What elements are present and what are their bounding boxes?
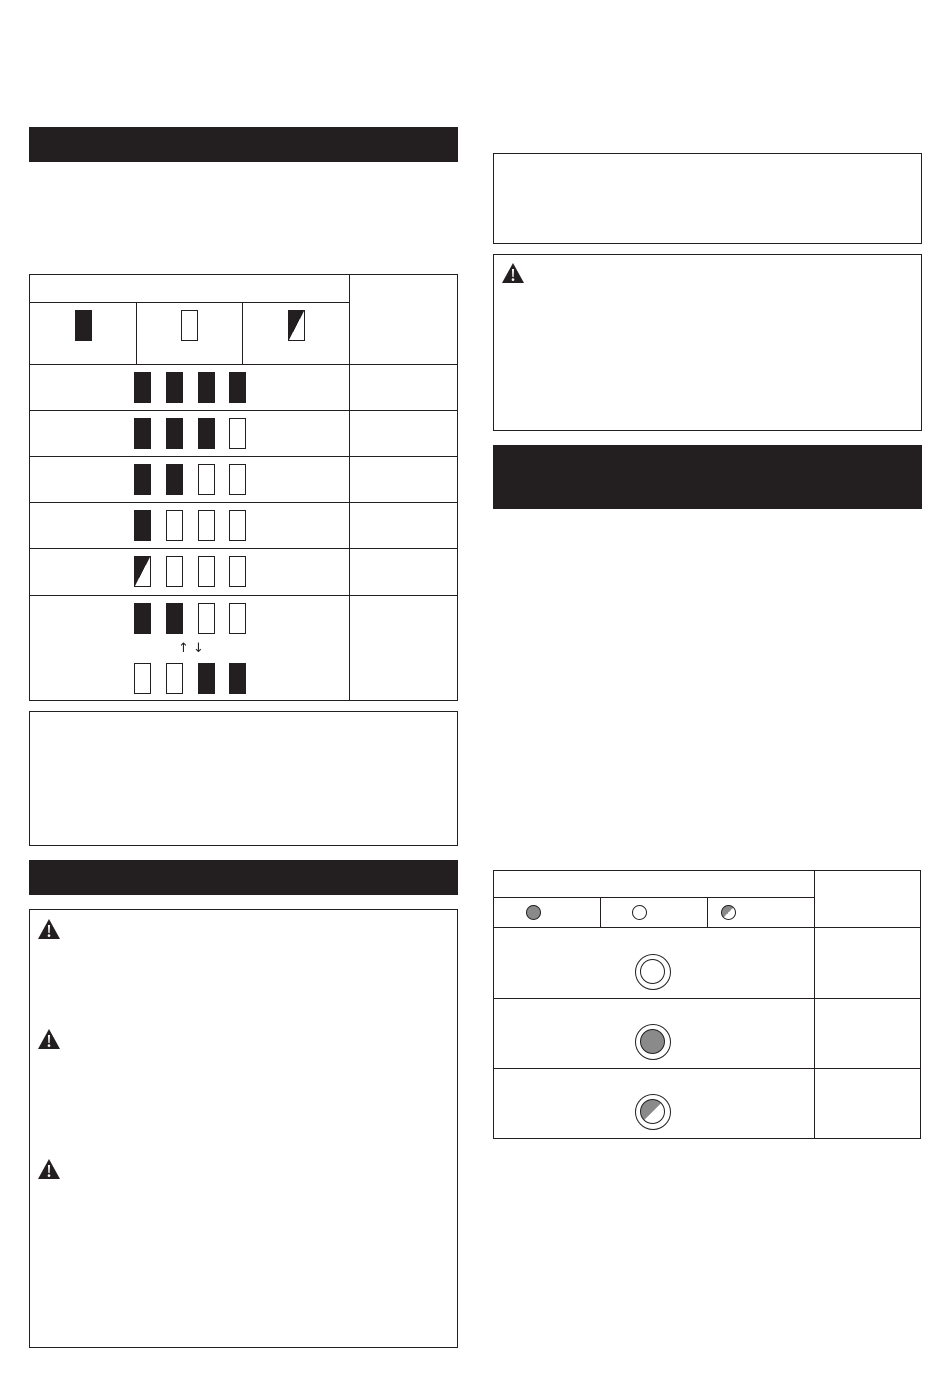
up-down-arrows-icon: ↑ ↓ xyxy=(178,641,204,656)
legend-lamp-lighted-icon xyxy=(526,905,541,920)
legend-lamp-off-icon xyxy=(181,310,198,341)
lamp-off-icon xyxy=(198,464,215,495)
lamp-lighted-icon xyxy=(134,464,151,495)
lamp-lighted-icon xyxy=(134,603,151,634)
lamp-off-icon xyxy=(134,663,151,694)
lamp-off-icon xyxy=(635,954,671,990)
lamp-blinking-icon xyxy=(635,1094,671,1130)
lamp-off-icon xyxy=(229,418,246,449)
lamp-lighted-icon xyxy=(166,464,183,495)
lamp-lighted-icon xyxy=(229,663,246,694)
legend-lamp-blinking-icon xyxy=(288,310,305,341)
warning-triangle-icon xyxy=(37,918,61,940)
section-header-bar-1 xyxy=(29,127,458,162)
lamp-lighted-icon xyxy=(134,510,151,541)
lamp-off-icon xyxy=(198,510,215,541)
lamp-lighted-icon xyxy=(635,1024,671,1060)
battery-capacity-table xyxy=(29,274,458,701)
lamp-lighted-icon xyxy=(198,418,215,449)
note-box xyxy=(29,711,458,846)
notice-box xyxy=(493,153,922,244)
caution-box xyxy=(493,254,922,431)
legend-lamp-blinking-icon xyxy=(721,905,736,920)
section-header-bar-2 xyxy=(29,860,458,895)
lamp-off-icon xyxy=(198,556,215,587)
lamp-off-icon xyxy=(198,603,215,634)
lamp-off-icon xyxy=(166,663,183,694)
legend-lamp-off-icon xyxy=(632,905,647,920)
lamp-lighted-icon xyxy=(134,372,151,403)
lamp-lighted-icon xyxy=(198,663,215,694)
warning-triangle-icon xyxy=(501,262,525,284)
lamp-lighted-icon xyxy=(166,418,183,449)
lamp-off-icon xyxy=(229,603,246,634)
warnings-box xyxy=(29,909,458,1348)
lamp-lighted-icon xyxy=(229,372,246,403)
lamp-off-icon xyxy=(166,510,183,541)
lamp-lighted-icon xyxy=(134,418,151,449)
lamp-lighted-icon xyxy=(198,372,215,403)
legend-lamp-lighted-icon xyxy=(75,310,92,341)
lamp-off-icon xyxy=(229,510,246,541)
lamp-off-icon xyxy=(166,556,183,587)
section-header-bar-3 xyxy=(493,445,922,509)
lamp-off-icon xyxy=(229,556,246,587)
lamp-blinking-icon xyxy=(134,556,151,587)
warning-triangle-icon xyxy=(37,1158,61,1180)
lamp-off-icon xyxy=(229,464,246,495)
lamp-lighted-icon xyxy=(166,372,183,403)
warning-triangle-icon xyxy=(37,1028,61,1050)
lamp-lighted-icon xyxy=(166,603,183,634)
indicator-lamp-table xyxy=(493,870,921,1139)
